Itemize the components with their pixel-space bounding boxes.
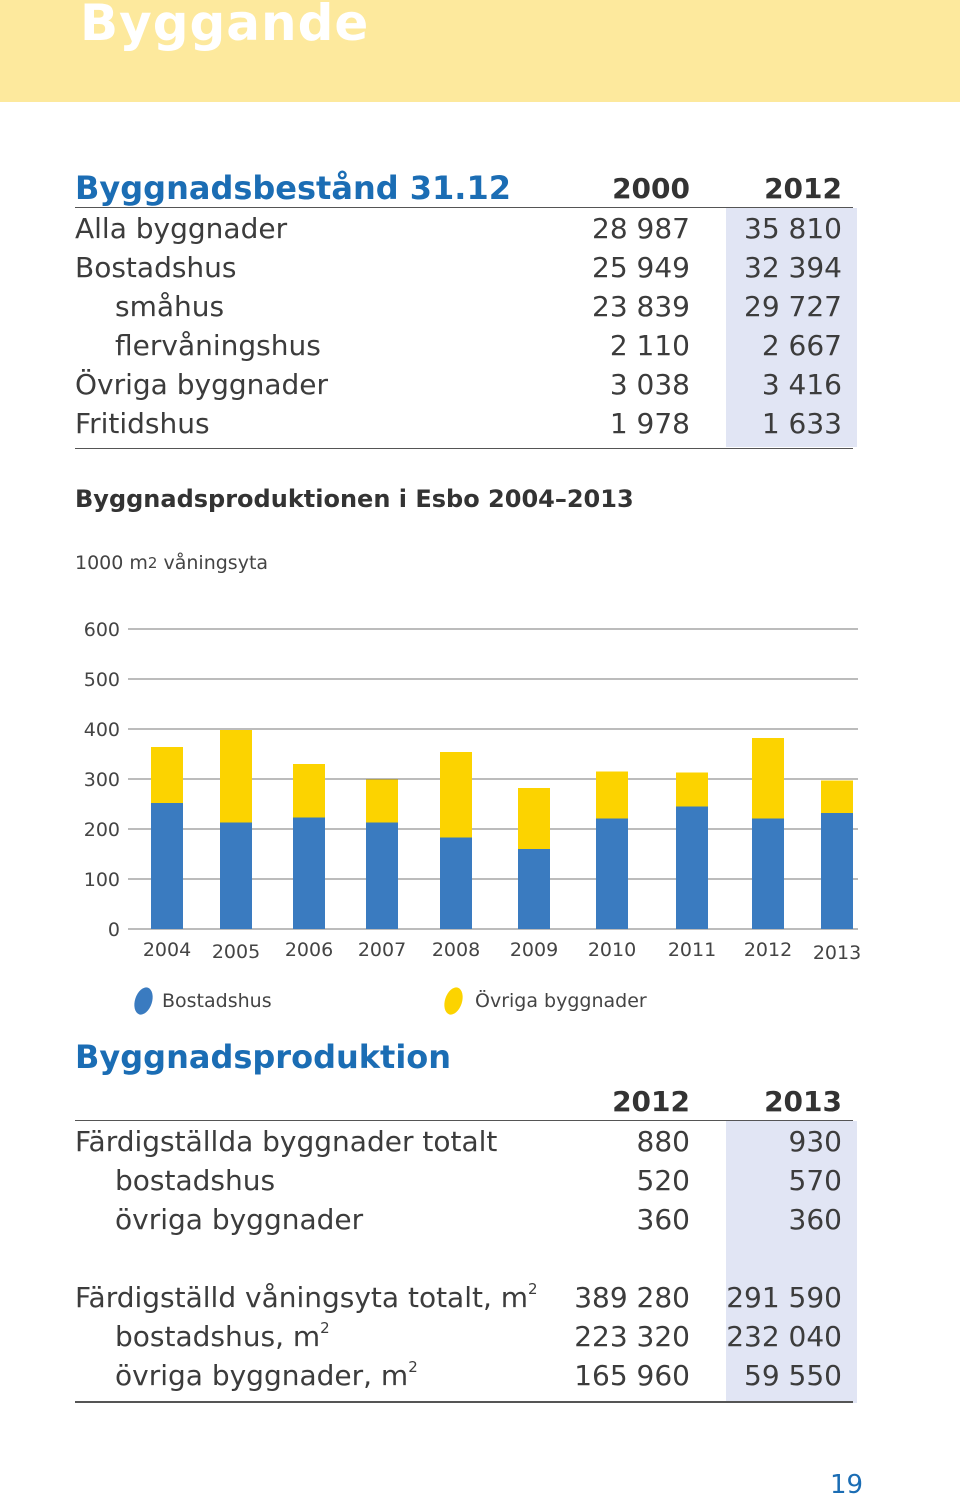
- stock-row-value-2012: 3 416: [761, 368, 842, 401]
- bar-bostadshus: [752, 819, 784, 930]
- production-row-value-2012: 880: [636, 1125, 690, 1158]
- stock-row: [75, 287, 853, 326]
- stock-row: [75, 365, 853, 404]
- production-row: [75, 1122, 853, 1161]
- y-tick-label: 200: [83, 819, 120, 841]
- stock-row-label: småhus: [115, 290, 225, 323]
- page-header: [0, 0, 960, 102]
- area-row: [75, 1356, 853, 1395]
- bar-bostadshus: [676, 807, 708, 930]
- bar-ovriga-byggnader: [518, 788, 550, 849]
- stock-table-header: [75, 169, 853, 208]
- stock-col-year-1: 2000: [612, 172, 690, 205]
- bar-bostadshus: [596, 819, 628, 930]
- production-row-value-2012: 520: [636, 1164, 690, 1197]
- x-tick-labels: [143, 939, 861, 964]
- legend-label: Övriga byggnader: [475, 990, 647, 1012]
- bar-ovriga-byggnader: [220, 730, 252, 823]
- production-row: [75, 1200, 853, 1239]
- bar-ovriga-byggnader: [366, 780, 398, 823]
- stock-row: [75, 326, 853, 365]
- area-row-value-2012: 165 960: [574, 1359, 690, 1392]
- legend-label: Bostadshus: [162, 990, 272, 1012]
- stock-row: [75, 209, 853, 248]
- y-tick-label: 0: [107, 919, 120, 941]
- stock-row-value-2000: 2 110: [609, 329, 690, 362]
- stock-top-rule: [75, 207, 853, 208]
- x-tick-label: 2012: [743, 939, 793, 961]
- area-row-value-2013: 59 550: [744, 1359, 842, 1392]
- page-number: 19: [830, 1470, 864, 1500]
- stock-row: [75, 404, 853, 443]
- bar-ovriga-byggnader: [440, 752, 472, 838]
- x-tick-label: 2010: [587, 939, 637, 961]
- area-row-label: övriga byggnader, $m^2$: [115, 1358, 418, 1392]
- stock-bottom-rule: [75, 448, 853, 449]
- area-row-label: bostadshus, $m^2$: [115, 1319, 330, 1353]
- production-col-year-1: 2012: [612, 1085, 690, 1118]
- page-title: Byggande: [80, 0, 370, 52]
- stock-col-year-2: 2012: [764, 172, 842, 205]
- bar-bostadshus: [440, 838, 472, 930]
- legend-item-bostadshus: [135, 985, 395, 1017]
- bar-ovriga-byggnader: [676, 773, 708, 807]
- x-tick-label: 2008: [431, 939, 481, 961]
- area-row-value-2013: 232 040: [726, 1320, 842, 1353]
- area-row: [75, 1317, 853, 1356]
- stock-row-value-2000: 25 949: [592, 251, 690, 284]
- stock-row: [75, 248, 853, 287]
- y-tick-label: 100: [83, 869, 120, 891]
- bar-ovriga-byggnader: [596, 772, 628, 819]
- x-tick-label: 2005: [211, 941, 261, 963]
- stock-row-value-2000: 23 839: [592, 290, 690, 323]
- y-tick-label: 500: [83, 669, 120, 691]
- production-col-year-2: 2013: [764, 1085, 842, 1118]
- x-tick-label: 2004: [142, 939, 192, 961]
- bar-ovriga-byggnader: [151, 747, 183, 803]
- area-row-value-2012: 223 320: [574, 1320, 690, 1353]
- production-row-value-2012: 360: [636, 1203, 690, 1236]
- stock-row-label: Fritidshus: [75, 407, 210, 440]
- bar-bostadshus: [220, 823, 252, 930]
- y-tick-label: 600: [83, 619, 120, 641]
- production-bottom-rule: [75, 1401, 853, 1403]
- stock-row-value-2012: 29 727: [744, 290, 842, 323]
- production-top-rule: [75, 1120, 853, 1121]
- area-row: [75, 1278, 853, 1317]
- legend-swatch-yellow: [441, 985, 466, 1017]
- production-row-value-2013: 570: [788, 1164, 842, 1197]
- bar-bostadshus: [821, 813, 853, 929]
- bar-bostadshus: [293, 818, 325, 930]
- y-axis-unit-label: 1000 $m^2$ våningsyta: [75, 552, 269, 574]
- production-row-label: bostadshus: [115, 1164, 276, 1197]
- chart-title: Byggnadsproduktionen i Esbo 2004–2013: [75, 485, 634, 513]
- stock-row-value-2012: 1 633: [761, 407, 842, 440]
- stock-row-label: Alla byggnader: [75, 212, 288, 245]
- x-tick-label: 2011: [667, 939, 717, 961]
- bar-bostadshus: [518, 849, 550, 929]
- stock-row-label: Övriga byggnader: [75, 368, 329, 401]
- bar-ovriga-byggnader: [752, 738, 784, 819]
- legend-swatch-blue: [131, 985, 156, 1017]
- production-row-label: övriga byggnader: [115, 1203, 364, 1236]
- stock-row-value-2000: 1 978: [609, 407, 690, 440]
- production-table-header: [75, 1082, 853, 1121]
- stock-row-value-2012: 32 394: [744, 251, 842, 284]
- y-tick-label: 300: [83, 769, 120, 791]
- production-row: [75, 1161, 853, 1200]
- x-tick-label: 2013: [812, 942, 862, 964]
- production-row-value-2013: 930: [788, 1125, 842, 1158]
- production-row-label: Färdigställda byggnader totalt: [75, 1125, 498, 1158]
- production-row-value-2013: 360: [788, 1203, 842, 1236]
- y-tick-label: 400: [83, 719, 120, 741]
- stock-row-label: Bostadshus: [75, 251, 237, 284]
- production-section-title: Byggnadsproduktion: [75, 1038, 452, 1076]
- stock-table-title: Byggnadsbestånd 31.12: [75, 169, 511, 207]
- stock-row-value-2012: 2 667: [761, 329, 842, 362]
- area-row-value-2012: 389 280: [574, 1281, 690, 1314]
- bar-bostadshus: [366, 823, 398, 930]
- x-tick-label: 2007: [357, 939, 407, 961]
- stock-row-label: flervåningshus: [115, 329, 321, 362]
- bar-bostadshus: [151, 803, 183, 929]
- stock-row-value-2012: 35 810: [744, 212, 842, 245]
- bar-ovriga-byggnader: [821, 781, 853, 814]
- stock-row-value-2000: 3 038: [609, 368, 690, 401]
- area-row-label: Färdigställd våningsyta totalt, $m^2$: [75, 1280, 538, 1314]
- legend-item-ovriga: [445, 985, 745, 1017]
- area-row-value-2013: 291 590: [726, 1281, 842, 1314]
- production-bar-chart: [0, 600, 960, 980]
- bar-ovriga-byggnader: [293, 764, 325, 818]
- x-tick-label: 2009: [509, 939, 559, 961]
- x-tick-label: 2006: [284, 939, 334, 961]
- stock-row-value-2000: 28 987: [592, 212, 690, 245]
